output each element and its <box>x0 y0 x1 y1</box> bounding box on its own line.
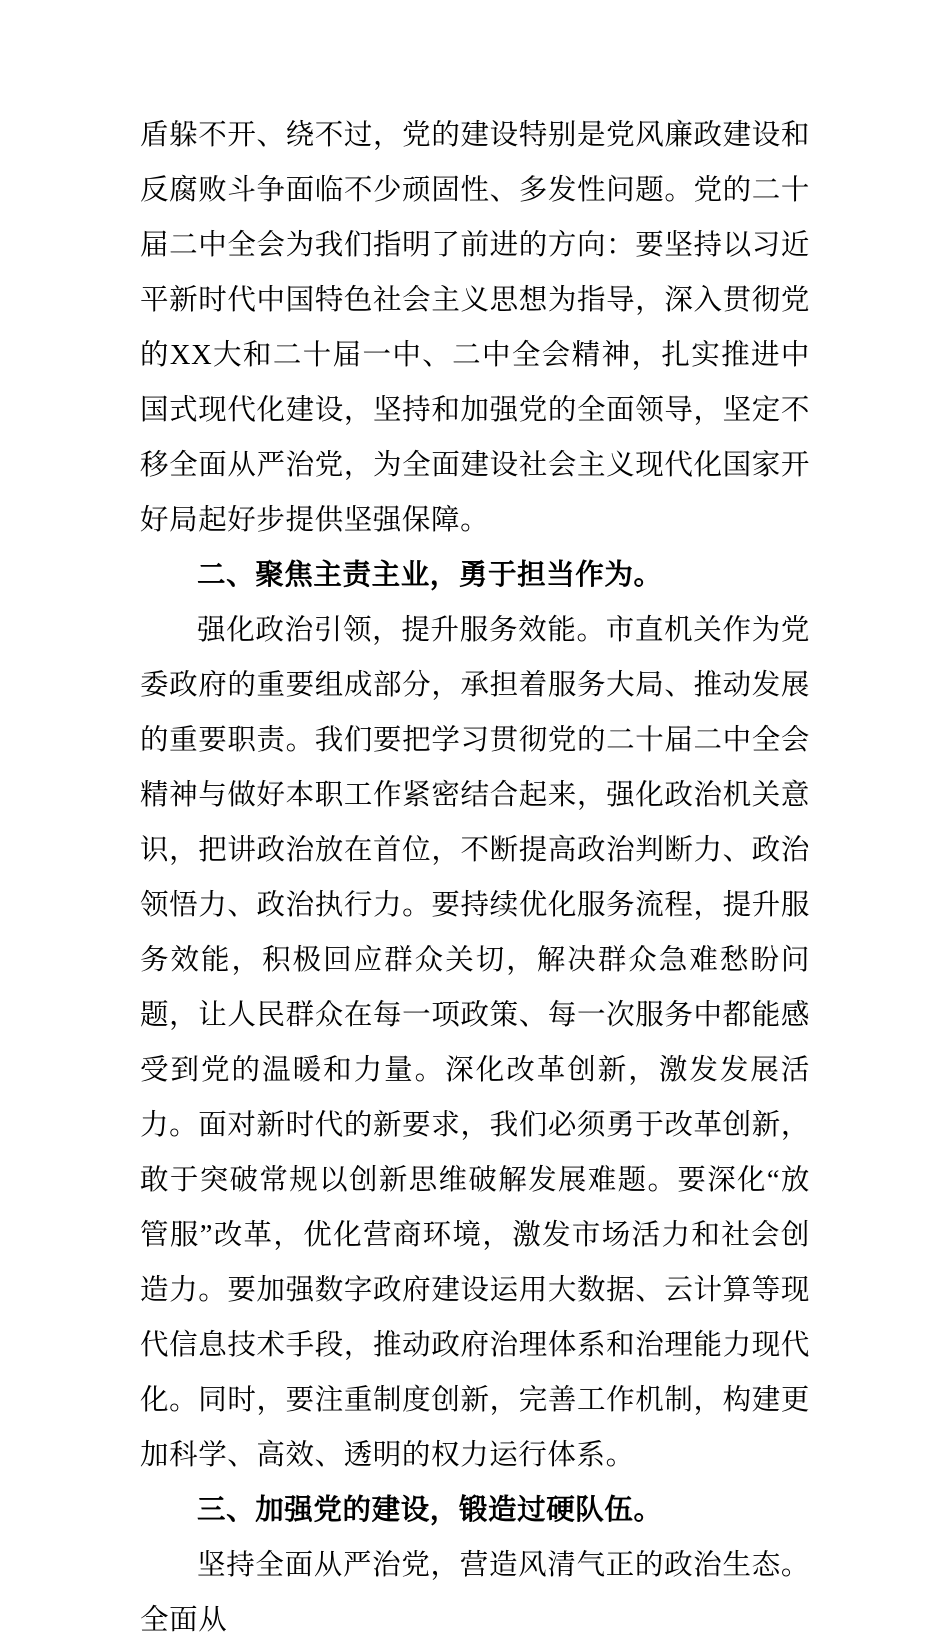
section-heading-two: 二、聚焦主责主业，勇于担当作为。 <box>197 560 663 591</box>
paragraph-continued: 盾躲不开、绕不过，党的建设特别是党风廉政建设和反腐败斗争面临不少顽固性、多发性问题。党的二十届二中全会为我们指明了前进的方向：要坚持以习近平新时代中国特色社会主义思想为指导，深入贯彻党的XX大和二十届一中、二中全会精神，扎实推进中国式现代化建设，坚持和加强党的全面领导，坚定不移全面从严治党，为全面建设社会主义现代化国家开好局起好步提供坚强保障。 <box>140 120 810 536</box>
document-body <box>140 108 810 1648</box>
section-heading-three: 三、加强党的建设，锻造过硬队伍。 <box>197 1495 663 1526</box>
paragraph-section-three: 坚持全面从严治党，营造风清气正的政治生态。全面从 <box>140 1550 810 1636</box>
paragraph-section-two: 强化政治引领，提升服务效能。市直机关作为党委政府的重要组成部分，承担着服务大局、推动发展的重要职责。我们要把学习贯彻党的二十届二中全会精神与做好本职工作紧密结合起来，强化政治机关意识，把讲政治放在首位，不断提高政治判断力、政治领悟力、政治执行力。要持续优化服务流程，提升服务效能，积极回应群众关切，解决群众急难愁盼问题，让人民群众在每一项政策、每一次服务中都能感受到党的温暖和力量。深化改革创新，激发发展活力。面对新时代的新要求，我们必须勇于改革创新，敢于突破常规以创新思维破解发展难题。要深化“放管服”改革，优化营商环境，激发市场活力和社会创造力。要加强数字政府建设运用大数据、云计算等现代信息技术手段，推动政府治理体系和治理能力现代化。同时，要注重制度创新，完善工作机制，构建更加科学、高效、透明的权力运行体系。 <box>140 615 810 1471</box>
